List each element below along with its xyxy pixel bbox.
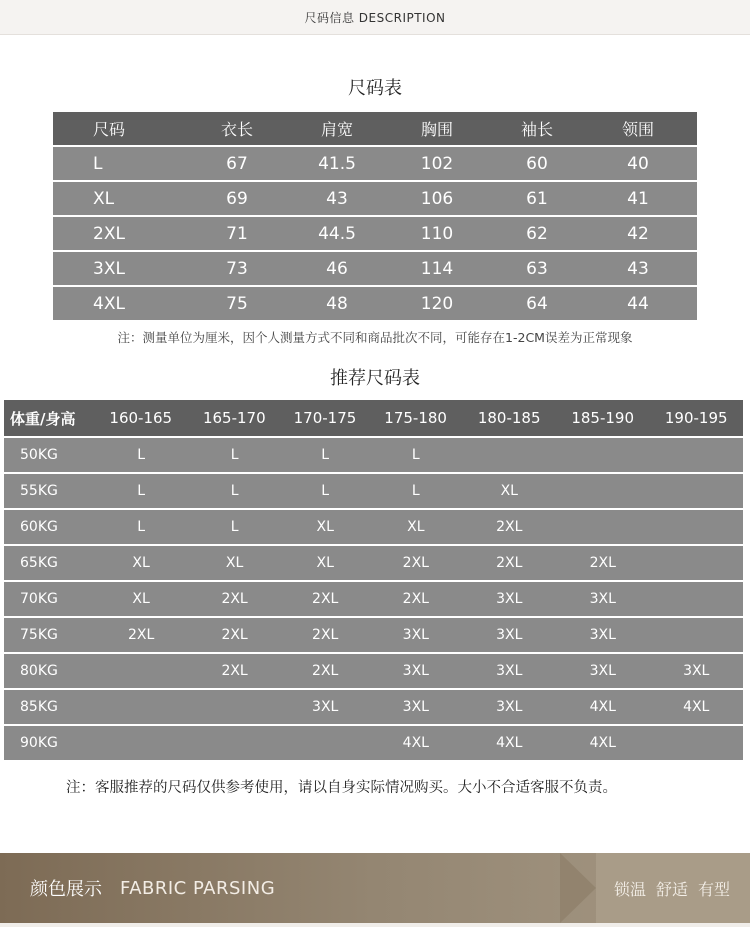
recommend-table-cell: 2XL (312, 627, 339, 643)
recommend-table-cell: L (230, 483, 239, 499)
recommend-table-cell: 65KG (20, 555, 58, 571)
recommend-table-row (4, 726, 743, 760)
size-table-header-cell: 胸围 (420, 120, 453, 139)
recommend-table-cell: XL (500, 483, 518, 499)
recommend-table-row (4, 618, 743, 652)
size-table-cell: 2XL (93, 223, 125, 244)
banner-tags (614, 877, 730, 900)
recommend-table-header-cell: 体重/身高 (10, 409, 76, 428)
size-table-cell: 110 (420, 223, 454, 244)
recommend-table-cell: 3XL (496, 591, 523, 607)
recommend-table-cell: 4XL (496, 735, 523, 751)
recommend-table-cell: 2XL (127, 627, 155, 643)
recommend-table-row (4, 654, 743, 688)
recommend-table-cell: 55KG (20, 483, 58, 499)
banner-tag: 舒适 (655, 880, 688, 899)
recommend-table-cell: 2XL (221, 591, 248, 607)
size-table-cell: 46 (326, 258, 348, 279)
size-table-cell: 44.5 (318, 223, 356, 244)
recommend-table-row (4, 546, 743, 580)
size-table-row (53, 287, 697, 320)
size-table-header-cell: 肩宽 (320, 120, 353, 139)
recommend-table-cell: XL (316, 519, 334, 535)
section-header (0, 0, 750, 35)
size-table-cell: 41 (627, 188, 649, 209)
size-table-cell: 42 (627, 223, 649, 244)
recommend-note: 注：客服推荐的尺码仅供参考使用，请以自身实际情况购买。大小不合适客服不负责。 (66, 780, 617, 796)
recommend-table-cell: 70KG (20, 591, 58, 607)
recommend-table-cell: 4XL (589, 699, 616, 715)
recommend-table-cell: 75KG (20, 627, 58, 643)
size-table-header-cell: 衣长 (220, 120, 253, 139)
recommend-table-cell: 3XL (496, 663, 523, 679)
recommend-table-header-cell: 180-185 (477, 409, 541, 427)
recommend-table-cell: 3XL (589, 627, 616, 643)
size-table-cell: 67 (226, 153, 248, 174)
recommend-table-cell: L (137, 519, 146, 535)
size-table-row (53, 182, 697, 215)
recommend-table-cell: 2XL (221, 663, 248, 679)
recommend-table-cell: 50KG (20, 447, 58, 463)
section-header-title: 尺码信息 DESCRIPTION (304, 10, 446, 25)
recommend-table-header-cell: 160-165 (109, 409, 173, 427)
recommend-table-cell: 2XL (221, 627, 248, 643)
recommend-table-header-cell: 185-190 (571, 409, 635, 427)
recommend-table-row (4, 582, 743, 616)
size-table-cell: 43 (326, 188, 348, 209)
recommend-table-cell: 85KG (20, 699, 58, 715)
size-table-row (53, 147, 697, 180)
recommend-table-cell: 80KG (20, 663, 58, 679)
recommend-table-row (4, 474, 743, 508)
recommend-table-cell: L (137, 447, 146, 463)
recommend-table-header-cell: 175-180 (384, 409, 447, 427)
recommend-table-cell: 2XL (402, 555, 429, 571)
banner-title-en: FABRIC PARSING (120, 877, 276, 899)
recommend-table-cell: 3XL (496, 627, 523, 643)
recommend-table-cell: 3XL (402, 699, 429, 715)
size-table-cell: 106 (420, 188, 454, 209)
recommend-table-header-cell: 190-195 (664, 409, 728, 427)
recommend-table-row (4, 690, 743, 724)
recommend-table (4, 400, 743, 762)
size-table-cell: 114 (420, 258, 454, 279)
recommend-table-cell: L (411, 447, 420, 463)
recommend-table-cell: 2XL (496, 555, 523, 571)
recommend-table-cell: 4XL (683, 699, 710, 715)
recommend-table-cell: XL (407, 519, 425, 535)
recommend-table-cell: L (137, 483, 146, 499)
size-table-header-row (53, 112, 697, 145)
size-table-cell: 64 (526, 293, 548, 314)
footer-strip (0, 923, 750, 927)
recommend-table-cell: 2XL (589, 555, 616, 571)
recommend-table-header-cell: 170-175 (293, 409, 357, 427)
color-display-banner (0, 853, 750, 923)
recommend-table-cell: 3XL (402, 627, 429, 643)
size-table-cell: 63 (526, 258, 548, 279)
size-table-cell: 75 (226, 293, 248, 314)
recommend-table-cell: XL (316, 555, 334, 571)
banner-arrow-shape (560, 853, 596, 923)
recommend-table-cell: 3XL (589, 663, 616, 679)
recommend-table-row (4, 438, 743, 472)
size-table-header-cell: 领围 (621, 120, 654, 139)
banner-title (30, 875, 275, 901)
size-table-header-cell: 尺码 (93, 120, 126, 139)
recommend-table-cell: 4XL (402, 735, 429, 751)
size-table-header-cell: 袖长 (520, 120, 553, 139)
recommend-table-cell: 2XL (402, 591, 429, 607)
size-table-cell: L (93, 153, 103, 174)
recommend-table-cell: 3XL (496, 699, 523, 715)
size-table-row (53, 252, 697, 285)
size-table-cell: 102 (420, 153, 454, 174)
recommend-table-cell: 2XL (496, 519, 523, 535)
size-table-cell: 44 (627, 293, 649, 314)
recommend-table-cell: L (411, 483, 420, 499)
recommend-table-cell: 3XL (683, 663, 710, 679)
size-table-cell: 69 (226, 188, 248, 209)
recommend-table-cell: L (230, 519, 239, 535)
recommend-table-cell: XL (132, 591, 150, 607)
size-table-title: 尺码表 (348, 78, 402, 99)
size-table-cell: 62 (526, 223, 548, 244)
size-table-cell: 60 (526, 153, 548, 174)
banner-tag: 锁温 (613, 880, 646, 899)
size-table-cell: 73 (226, 258, 248, 279)
size-table-cell: 61 (526, 188, 548, 209)
recommend-table-cell: 3XL (312, 699, 339, 715)
recommend-table-cell: 60KG (20, 519, 58, 535)
recommend-table-cell: 2XL (312, 591, 339, 607)
size-table-cell: 4XL (93, 293, 125, 314)
size-table-cell: XL (93, 188, 115, 209)
size-table-cell: 41.5 (318, 153, 356, 174)
size-table-cell: 40 (627, 153, 649, 174)
size-table-cell: 120 (420, 293, 454, 314)
recommend-table-cell: L (230, 447, 239, 463)
size-table-cell: 48 (326, 293, 348, 314)
recommend-table-header-cell: 165-170 (202, 409, 266, 427)
recommend-table-cell: 90KG (20, 735, 58, 751)
recommend-table-cell: 3XL (589, 591, 616, 607)
size-table-row (53, 217, 697, 250)
recommend-table-cell: L (321, 447, 330, 463)
size-table-cell: 43 (627, 258, 649, 279)
recommend-table-header-row (4, 400, 743, 436)
size-table-cell: 3XL (93, 258, 125, 279)
recommend-table-cell: XL (132, 555, 150, 571)
recommend-table-cell: 3XL (402, 663, 429, 679)
measurement-note: 注：测量单位为厘米，因个人测量方式不同和商品批次不同，可能存在1-2CM误差为正常现象 (117, 330, 633, 345)
recommend-table-title: 推荐尺码表 (330, 368, 420, 389)
recommend-table-cell: L (321, 483, 330, 499)
size-table-cell: 71 (226, 223, 248, 244)
banner-tag: 有型 (697, 880, 730, 899)
recommend-table-cell: 2XL (312, 663, 339, 679)
recommend-table-cell: XL (225, 555, 244, 571)
banner-title-zh: 颜色展示 (30, 879, 102, 900)
recommend-table-row (4, 510, 743, 544)
recommend-table-cell: 4XL (589, 735, 616, 751)
size-table (53, 112, 697, 322)
